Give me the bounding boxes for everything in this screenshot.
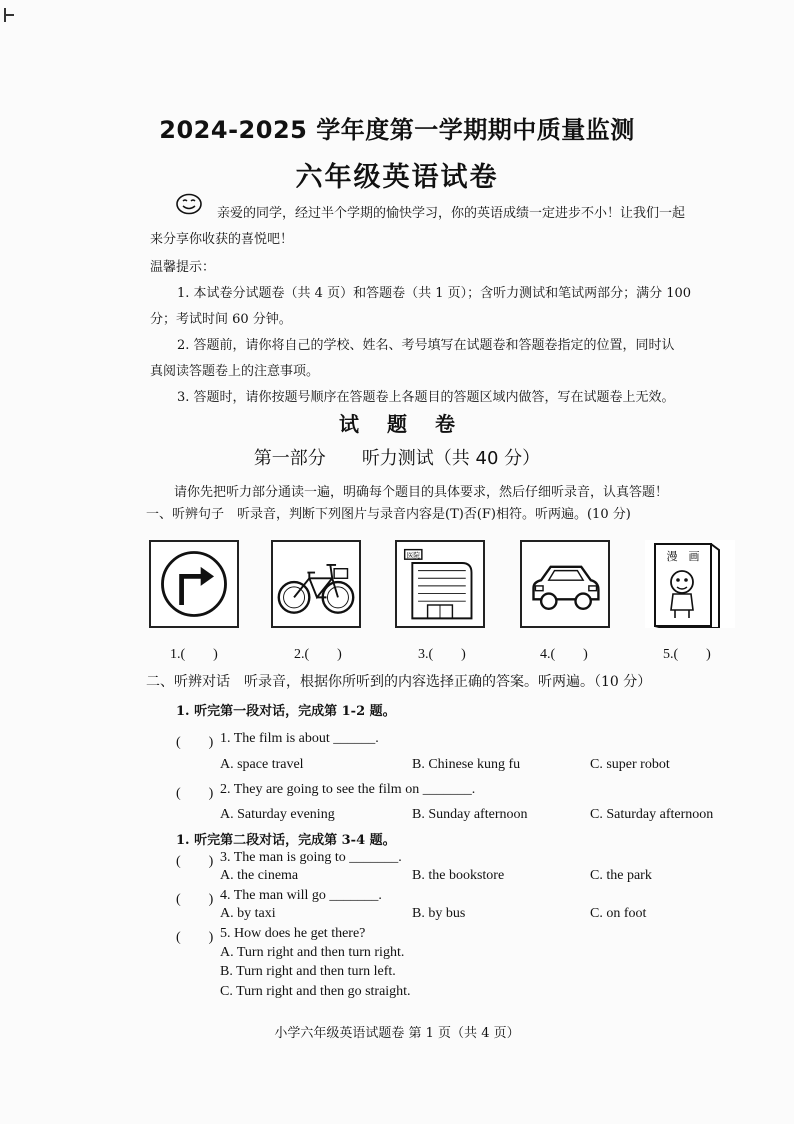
q1-heading: 一、听辨句子 听录音，判断下列图片与录音内容是(T)否(F)相符。听两遍。(10 分): [146, 507, 631, 522]
intro-line-1: 亲爱的同学，经过半个学期的愉快学习，你的英语成绩一定进步不小！让我们一起: [217, 206, 686, 221]
q4-option-b[interactable]: B. by bus: [412, 906, 466, 921]
q-paren-1[interactable]: ( ): [176, 735, 214, 750]
q5-option-b[interactable]: B. Turn right and then turn left.: [220, 964, 396, 979]
q-paren-2[interactable]: ( ): [176, 786, 214, 801]
tip-1-line-1: 1. 本试卷分试题卷（共 4 页）和答题卷（共 1 页）；含听力测试和笔试两部分；满分 100: [177, 286, 692, 301]
exam-subtitle: 六年级英语试卷: [295, 162, 499, 193]
answer-blank-3[interactable]: 3.( ): [418, 647, 466, 662]
tips-heading: 温馨提示：: [150, 260, 216, 275]
q3-option-b[interactable]: B. the bookstore: [412, 868, 505, 883]
car-icon: [522, 542, 608, 626]
q-stem-4: 4. The man will go _______.: [220, 888, 382, 903]
q2-sub-1: 1. 听完第一段对话，完成第 1-2 题。: [176, 704, 396, 719]
tip-1-line-2: 分；考试时间 60 分钟。: [150, 312, 292, 327]
q-paren-3[interactable]: ( ): [176, 854, 214, 869]
q-paren-5[interactable]: ( ): [176, 930, 214, 945]
q2-option-b[interactable]: B. Sunday afternoon: [412, 807, 528, 822]
hospital-sign: 医院: [406, 551, 420, 560]
q5-option-a[interactable]: A. Turn right and then turn right.: [220, 945, 405, 960]
comic-sign: 漫 画: [666, 550, 700, 563]
tip-3: 3. 答题时，请你按题号顺序在答题卷上各题目的答题区域内做答，写在试题卷上无效。: [177, 390, 675, 405]
intro-line-2: 来分享你收获的喜悦吧！: [150, 232, 294, 247]
hospital-building-icon: [397, 542, 483, 626]
tip-2-line-1: 2. 答题前，请你将自己的学校、姓名、考号填写在试题卷和答题卷指定的位置，同时认: [177, 338, 675, 353]
exam-title: 2024-2025 学年度第一学期期中质量监测: [159, 116, 635, 144]
q1-option-c[interactable]: C. super robot: [590, 757, 670, 772]
q5-option-c[interactable]: C. Turn right and then go straight.: [220, 984, 411, 999]
comic-book-icon: [645, 540, 735, 628]
q4-option-c[interactable]: C. on foot: [590, 906, 647, 921]
q2-option-c[interactable]: C. Saturday afternoon: [590, 807, 714, 822]
picture-5: [645, 540, 735, 628]
part-1-instruction: 请你先把听力部分通读一遍，明确每个题目的具体要求，然后仔细听录音，认真答题！: [174, 485, 669, 500]
corner-mark-tick: [4, 14, 14, 16]
part-1-name: 听力测试（共 40 分）: [361, 448, 541, 469]
section-title: 试题卷: [339, 412, 483, 436]
q4-option-a[interactable]: A. by taxi: [220, 906, 276, 921]
q-paren-4[interactable]: ( ): [176, 892, 214, 907]
answer-blank-4[interactable]: 4.( ): [540, 647, 588, 662]
part-1-label: 第一部分: [253, 448, 326, 469]
q3-option-a[interactable]: A. the cinema: [220, 868, 299, 883]
bicycle-icon: [273, 542, 359, 626]
answer-blank-2[interactable]: 2.( ): [294, 647, 342, 662]
q3-option-c[interactable]: C. the park: [590, 868, 652, 883]
answer-blank-5[interactable]: 5.( ): [663, 647, 711, 662]
part-1-title: [0, 444, 794, 470]
turn-right-sign-icon: [151, 542, 237, 626]
q-stem-2: 2. They are going to see the film on _______.: [220, 782, 476, 797]
q2-sub-2: 1. 听完第二段对话，完成第 3-4 题。: [176, 833, 396, 848]
picture-2: [271, 540, 361, 628]
q2-option-a[interactable]: A. Saturday evening: [220, 807, 335, 822]
picture-3: [395, 540, 485, 628]
picture-1: [149, 540, 239, 628]
smiley-icon: [176, 193, 202, 215]
q1-option-b[interactable]: B. Chinese kung fu: [412, 757, 521, 772]
q1-option-a[interactable]: A. space travel: [220, 757, 304, 772]
q-stem-3: 3. The man is going to _______.: [220, 850, 402, 865]
picture-4: [520, 540, 610, 628]
q2-heading: 二、听辨对话 听录音，根据你所听到的内容选择正确的答案。听两遍。（10 分）: [146, 674, 652, 690]
tip-2-line-2: 真阅读答题卷上的注意事项。: [150, 364, 320, 379]
answer-blank-1[interactable]: 1.( ): [170, 647, 218, 662]
q-stem-5: 5. How does he get there?: [220, 926, 366, 941]
q-stem-1: 1. The film is about ______.: [220, 731, 379, 746]
page-footer: 小学六年级英语试题卷 第 1 页（共 4 页）: [274, 1026, 520, 1041]
